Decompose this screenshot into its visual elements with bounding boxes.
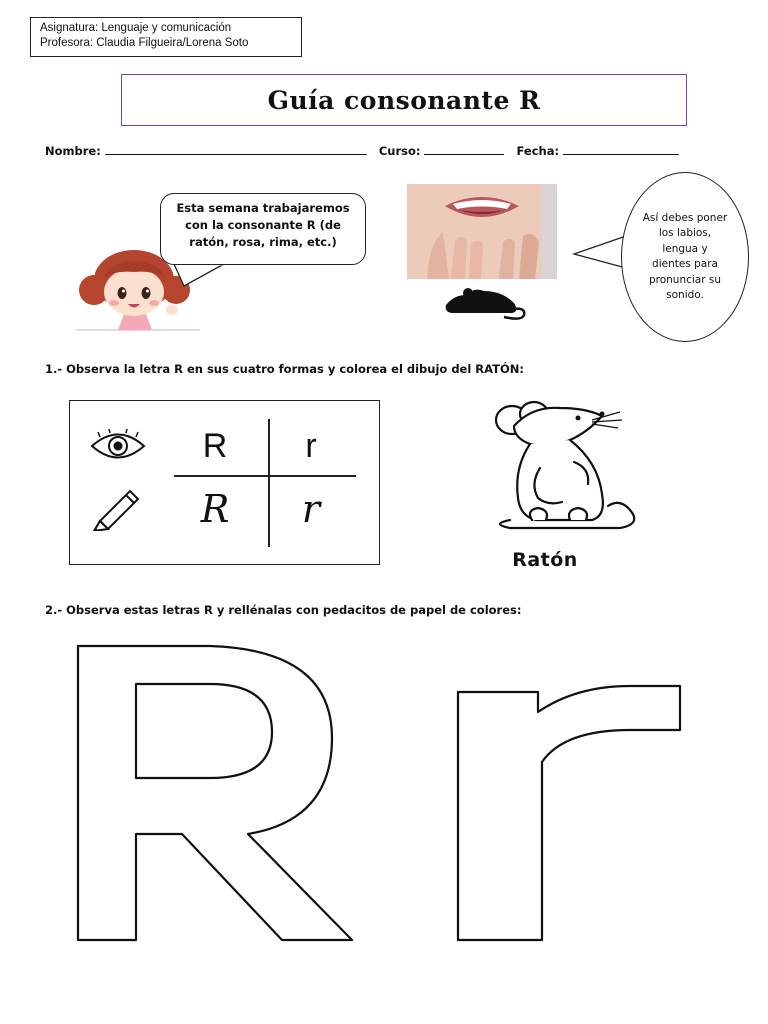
subject-line: Asignatura: Lenguaje y comunicación (40, 22, 232, 34)
grid-horizontal-line (174, 475, 356, 477)
girl-speech-bubble: Esta semana trabajaremos con la consonante R (de ratón, rosa, rima, etc.) (160, 193, 366, 265)
mouth-bubble-text: Así debes poner los labios, lengua y dientes para pronunciar su sonido. (642, 211, 728, 301)
mouse-coloring-drawing (470, 398, 646, 532)
mouse-picture-label: Ratón (512, 549, 578, 571)
cursive-uppercase-r: R (200, 487, 230, 531)
page-title: Guía consonante R (121, 74, 687, 126)
activity1-instruction: 1.- Observa la letra R en sus cuatro formas y colorea el dibujo del RATÓN: (45, 362, 525, 376)
student-fields-row (45, 144, 745, 158)
teachers-line: Profesora: Claudia Filgueira/Lorena Soto (40, 37, 249, 49)
course-label: Curso: (378, 144, 421, 158)
mouse-silhouette-icon (440, 283, 530, 323)
date-blank[interactable] (563, 144, 679, 155)
print-uppercase-r: R (202, 427, 228, 465)
name-blank[interactable] (105, 144, 367, 155)
print-lowercase-r: r (305, 427, 317, 465)
course-blank[interactable] (424, 144, 504, 155)
eye-icon (90, 429, 146, 463)
mouth-photo (407, 184, 557, 279)
letter-forms-box (69, 400, 380, 565)
mouth-speech-bubble (621, 172, 749, 342)
activity2-instruction: 2.- Observa estas letras R y rellénalas con pedacitos de papel de colores: (45, 603, 522, 617)
subject-info-box (30, 17, 302, 57)
pencil-icon (92, 487, 142, 531)
big-uppercase-r-outline (70, 642, 366, 948)
cursive-lowercase-r: r (301, 487, 321, 531)
name-label: Nombre: (45, 144, 101, 158)
date-label: Fecha: (516, 144, 560, 158)
big-lowercase-r-outline (452, 682, 684, 948)
mouth-bubble-tail (572, 232, 628, 272)
